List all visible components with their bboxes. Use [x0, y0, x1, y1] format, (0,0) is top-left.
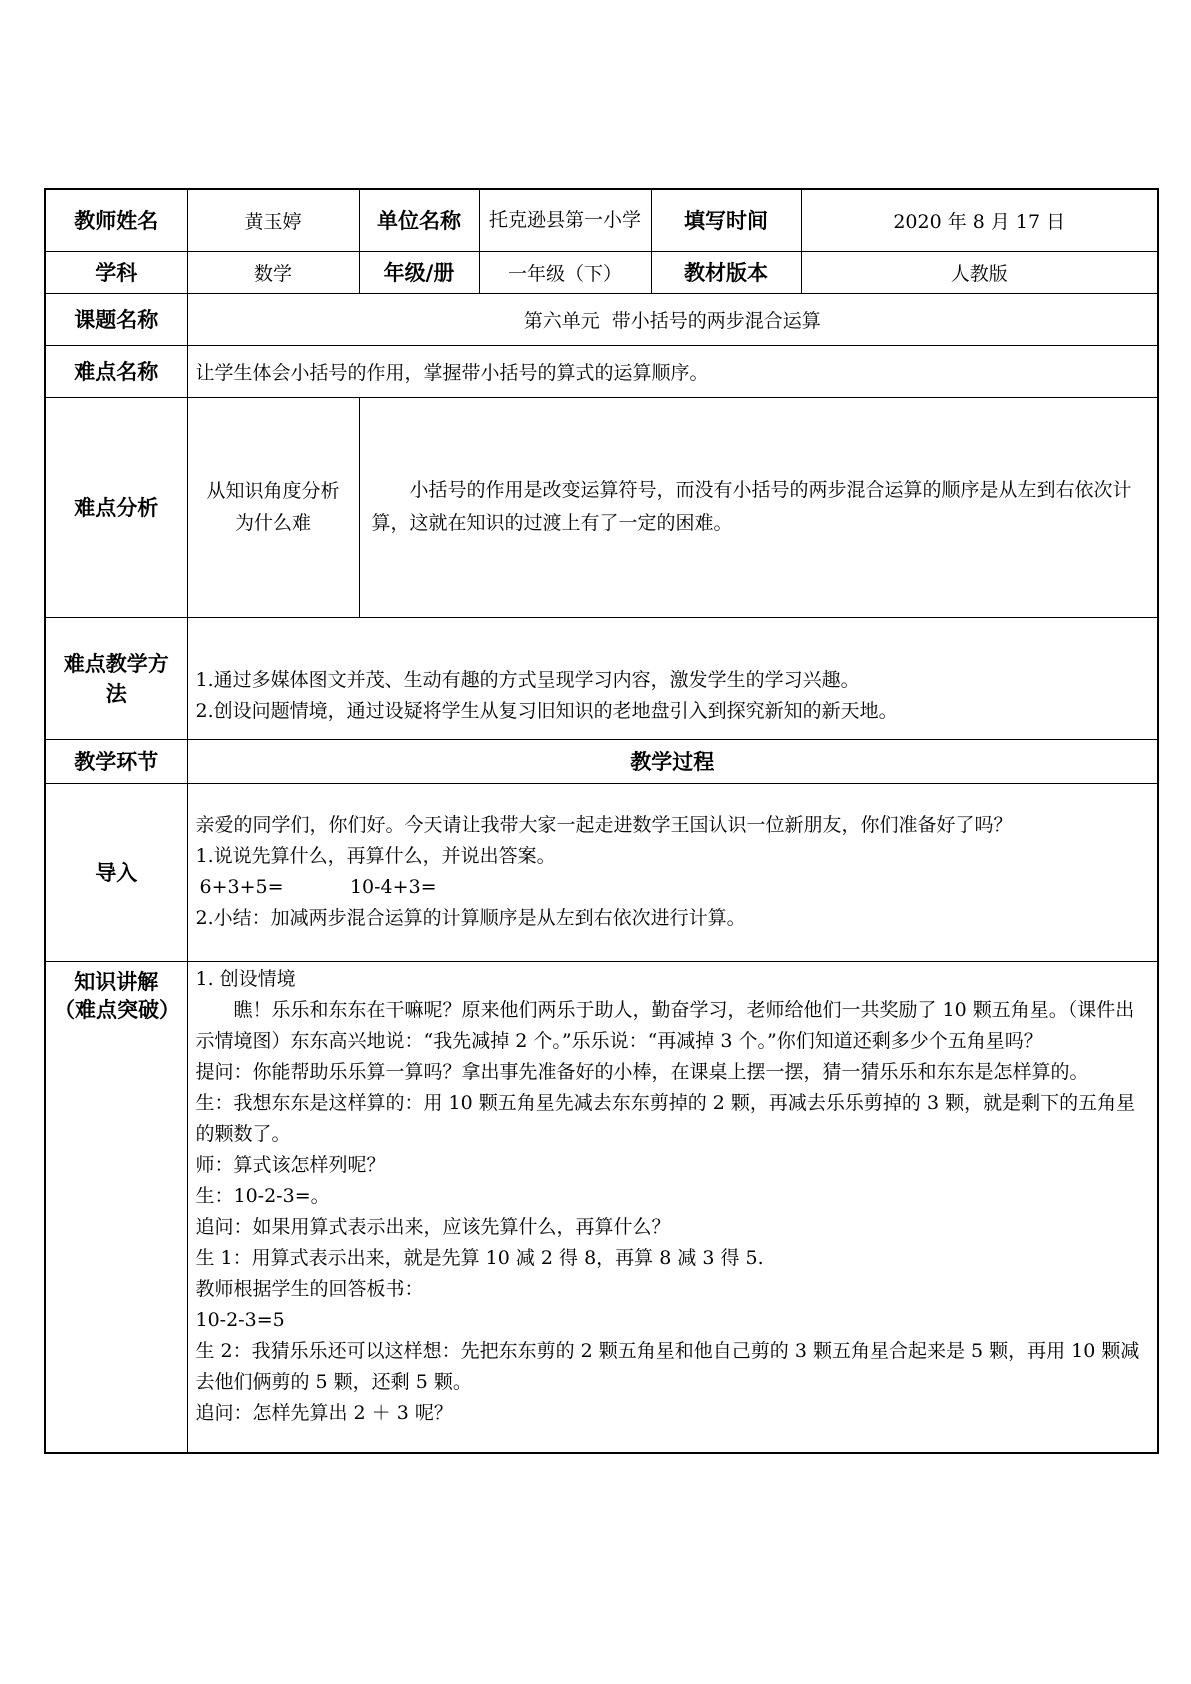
analysis-sub-label: 从知识角度分析为什么难	[187, 397, 359, 617]
fill-time-label: 填写时间	[651, 189, 801, 251]
knowledge-line-9: 教师根据学生的回答板书：	[195, 1277, 424, 1300]
topic-label: 课题名称	[45, 293, 187, 345]
method-item-1: 1.通过多媒体图文并茂、生动有趣的方式呈现学习内容，激发学生的学习兴趣。	[195, 669, 860, 691]
intro-line-1: 亲爱的同学们，你们好。今天请让我带大家一起走进数学王国认识一位新朋友，你们准备好了吗？	[195, 814, 1013, 836]
intro-row	[45, 783, 1158, 961]
knowledge-row	[45, 961, 1158, 1453]
subject-label: 学科	[45, 251, 187, 293]
knowledge-line-11: 生 2：我猜乐乐还可以这样想：先把东东剪的 2 颗五角星和他自己剪的 3 颗五角星合起来是 5 颗，再用 10 颗减去他们俩剪的 5 颗，还剩 5 颗。	[195, 1339, 1140, 1393]
knowledge-line-5: 师：算式该怎样列呢？	[195, 1153, 386, 1176]
analysis-value: 小括号的作用是改变运算符号，而没有小括号的两步混合运算的顺序是从左到右依次计算，这就在知识的过渡上有了一定的困难。	[371, 479, 1132, 534]
intro-label: 导入	[45, 783, 187, 961]
grade-value: 一年级（下）	[479, 251, 651, 293]
topic-row	[45, 293, 1158, 345]
analysis-cell	[359, 397, 1158, 617]
difficulty-row	[45, 345, 1158, 397]
grade-label: 年级/册	[359, 251, 479, 293]
knowledge-label: 知识讲解	[74, 969, 159, 994]
knowledge-line-8: 生 1：用算式表示出来，就是先算 10 减 2 得 8，再算 8 减 3 得 5.	[195, 1246, 764, 1269]
subject-value: 数学	[187, 251, 359, 293]
knowledge-label-cell	[45, 961, 187, 1453]
intro-equations: 6+3+5= 10-4+3=	[199, 876, 437, 898]
header-row-1	[45, 189, 1158, 251]
intro-cell	[187, 783, 1158, 961]
difficulty-value: 让学生体会小括号的作用，掌握带小括号的算式的运算顺序。	[187, 345, 1158, 397]
knowledge-line-10: 10-2-3=5	[195, 1308, 285, 1331]
stage-label: 教学环节	[45, 739, 187, 783]
fill-time-value: 2020 年 8 月 17 日	[801, 189, 1158, 251]
textbook-label: 教材版本	[651, 251, 801, 293]
knowledge-line-6: 生：10-2-3=。	[195, 1184, 330, 1207]
knowledge-line-1: 1. 创设情境	[195, 967, 296, 990]
knowledge-line-2: 瞧！乐乐和东东在干嘛呢？原来他们两乐于助人，勤奋学习，老师给他们一共奖励了 10 颗五角星。（课件出示情境图）东东高兴地说：“我先减掉 2 个。”乐乐说：“再减掉 3 个。”你们知道还剩多少个五角星吗？	[195, 998, 1135, 1052]
knowledge-line-12: 追问：怎样先算出 2 ＋ 3 呢？	[195, 1401, 453, 1424]
intro-line-4: 2.小结：加减两步混合运算的计算顺序是从左到右依次进行计算。	[195, 907, 746, 929]
analysis-label: 难点分析	[45, 397, 187, 617]
teacher-value: 黄玉婷	[187, 189, 359, 251]
header-row-2	[45, 251, 1158, 293]
textbook-value: 人教版	[801, 251, 1158, 293]
unit-value: 托克逊县第一小学	[479, 189, 651, 251]
knowledge-line-3: 提问：你能帮助乐乐算一算吗？拿出事先准备好的小棒，在课桌上摆一摆，猜一猜乐乐和东东是怎样算的。	[195, 1060, 1089, 1083]
difficulty-label: 难点名称	[45, 345, 187, 397]
intro-line-2: 1.说说先算什么，再算什么，并说出答案。	[195, 845, 556, 867]
process-label: 教学过程	[187, 739, 1158, 783]
method-row	[45, 617, 1158, 739]
process-header-row	[45, 739, 1158, 783]
teacher-label: 教师姓名	[45, 189, 187, 251]
knowledge-sublabel: （难点突破）	[54, 997, 180, 1022]
knowledge-cell	[187, 961, 1158, 1453]
lesson-plan-table	[44, 188, 1159, 1454]
method-label: 难点教学方法	[45, 617, 187, 739]
analysis-row	[45, 397, 1158, 617]
method-cell	[187, 617, 1158, 739]
topic-value: 第六单元 带小括号的两步混合运算	[187, 293, 1158, 345]
knowledge-line-4: 生：我想东东是这样算的：用 10 颗五角星先减去东东剪掉的 2 颗，再减去乐乐剪掉的 3 颗，就是剩下的五角星的颗数了。	[195, 1091, 1136, 1145]
lesson-plan-form	[44, 188, 1157, 1454]
unit-label: 单位名称	[359, 189, 479, 251]
method-item-2: 2.创设问题情境，通过设疑将学生从复习旧知识的老地盘引入到探究新知的新天地。	[195, 700, 898, 722]
knowledge-line-7: 追问：如果用算式表示出来，应该先算什么，再算什么？	[195, 1215, 671, 1238]
